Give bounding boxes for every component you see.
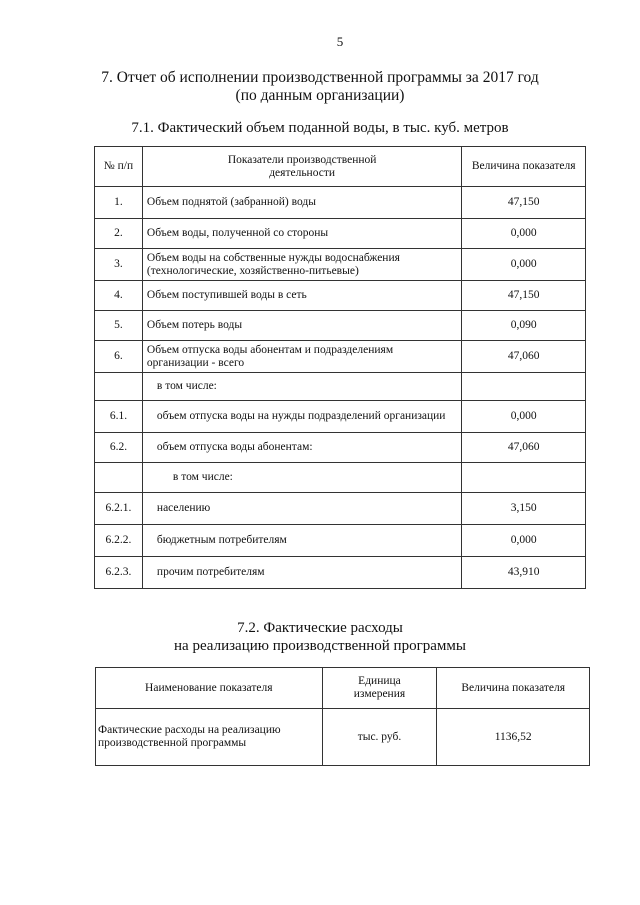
section-1-title: 7.1. Фактический объем поданной воды, в тыс. куб. метров: [131, 120, 509, 136]
row-label: в том числе:: [142, 373, 461, 401]
table-row: [96, 709, 590, 766]
row-label: Объем потерь воды: [142, 311, 461, 341]
row-label: в том числе:: [142, 463, 461, 493]
row-label: бюджетным потребителям: [142, 525, 461, 557]
row-value: 47,060: [462, 433, 586, 463]
table-row: [95, 525, 586, 557]
water-volume-table: [94, 146, 586, 589]
header-name: Наименование показателя: [96, 668, 323, 709]
header-value: Величина показателя: [462, 147, 586, 187]
row-label: Объем поступившей воды в сеть: [142, 281, 461, 311]
row-label: Объем воды, полученной со стороны: [142, 219, 461, 249]
table-row: [95, 373, 586, 401]
expenses-table: [95, 667, 590, 766]
row-value: 3,150: [462, 493, 586, 525]
row-value: 0,000: [462, 525, 586, 557]
header-unit: Единица измерения: [322, 668, 437, 709]
row-label: объем отпуска воды на нужды подразделений организации: [142, 401, 461, 433]
row-number: [95, 373, 143, 401]
header-indicator: Показатели производственной деятельности: [142, 147, 461, 187]
row-value: 47,150: [462, 281, 586, 311]
row-label: прочим потребителям: [142, 557, 461, 589]
row-value: 47,150: [462, 187, 586, 219]
table-row: [95, 187, 586, 219]
row-value: 47,060: [462, 341, 586, 373]
row-number: 6.2.1.: [95, 493, 143, 525]
table-row: [95, 493, 586, 525]
row-label: Объем поднятой (забранной) воды: [142, 187, 461, 219]
table-row: [95, 341, 586, 373]
table-row: [95, 401, 586, 433]
row-label: населению: [142, 493, 461, 525]
title-line-2: (по данным организации): [235, 87, 405, 104]
header-value: Величина показателя: [437, 668, 590, 709]
table-header-row: [96, 668, 590, 709]
row-value: [462, 373, 586, 401]
row-number: 6.2.: [95, 433, 143, 463]
row-number: [95, 463, 143, 493]
table-row: [95, 249, 586, 281]
page-number: 5: [336, 34, 344, 49]
row-number: 6.: [95, 341, 143, 373]
row-value: 0,000: [462, 401, 586, 433]
row-label: Объем воды на собственные нужды водоснабжения (технологические, хозяйственно-питьевые): [142, 249, 461, 281]
row-value: 43,910: [462, 557, 586, 589]
section-2-title-line-2: на реализацию производственной программы: [174, 638, 466, 654]
row-value: 0,090: [462, 311, 586, 341]
table-row: [95, 463, 586, 493]
row-value: 0,000: [462, 249, 586, 281]
row-label: Фактические расходы на реализацию производственной программы: [96, 709, 323, 766]
row-value: 1136,52: [437, 709, 590, 766]
row-number: 6.2.2.: [95, 525, 143, 557]
row-label: Объем отпуска воды абонентам и подразделениям организации - всего: [142, 341, 461, 373]
table-header-row: [95, 147, 586, 187]
row-unit: тыс. руб.: [322, 709, 437, 766]
row-number: 2.: [95, 219, 143, 249]
table-row: [95, 281, 586, 311]
header-number: № п/п: [95, 147, 143, 187]
table-row: [95, 433, 586, 463]
row-number: 3.: [95, 249, 143, 281]
document-title: [0, 69, 640, 105]
row-number: 1.: [95, 187, 143, 219]
table-row: [95, 311, 586, 341]
row-value: 0,000: [462, 219, 586, 249]
row-label: объем отпуска воды абонентам:: [142, 433, 461, 463]
table-row: [95, 557, 586, 589]
row-number: 6.2.3.: [95, 557, 143, 589]
row-number: 5.: [95, 311, 143, 341]
row-value: [462, 463, 586, 493]
table-row: [95, 219, 586, 249]
row-number: 6.1.: [95, 401, 143, 433]
section-2-title-line-1: 7.2. Фактические расходы: [237, 620, 403, 636]
title-line-1: 7. Отчет об исполнении производственной программы за 2017 год: [101, 69, 539, 86]
section-2-title: [0, 619, 640, 655]
row-number: 4.: [95, 281, 143, 311]
